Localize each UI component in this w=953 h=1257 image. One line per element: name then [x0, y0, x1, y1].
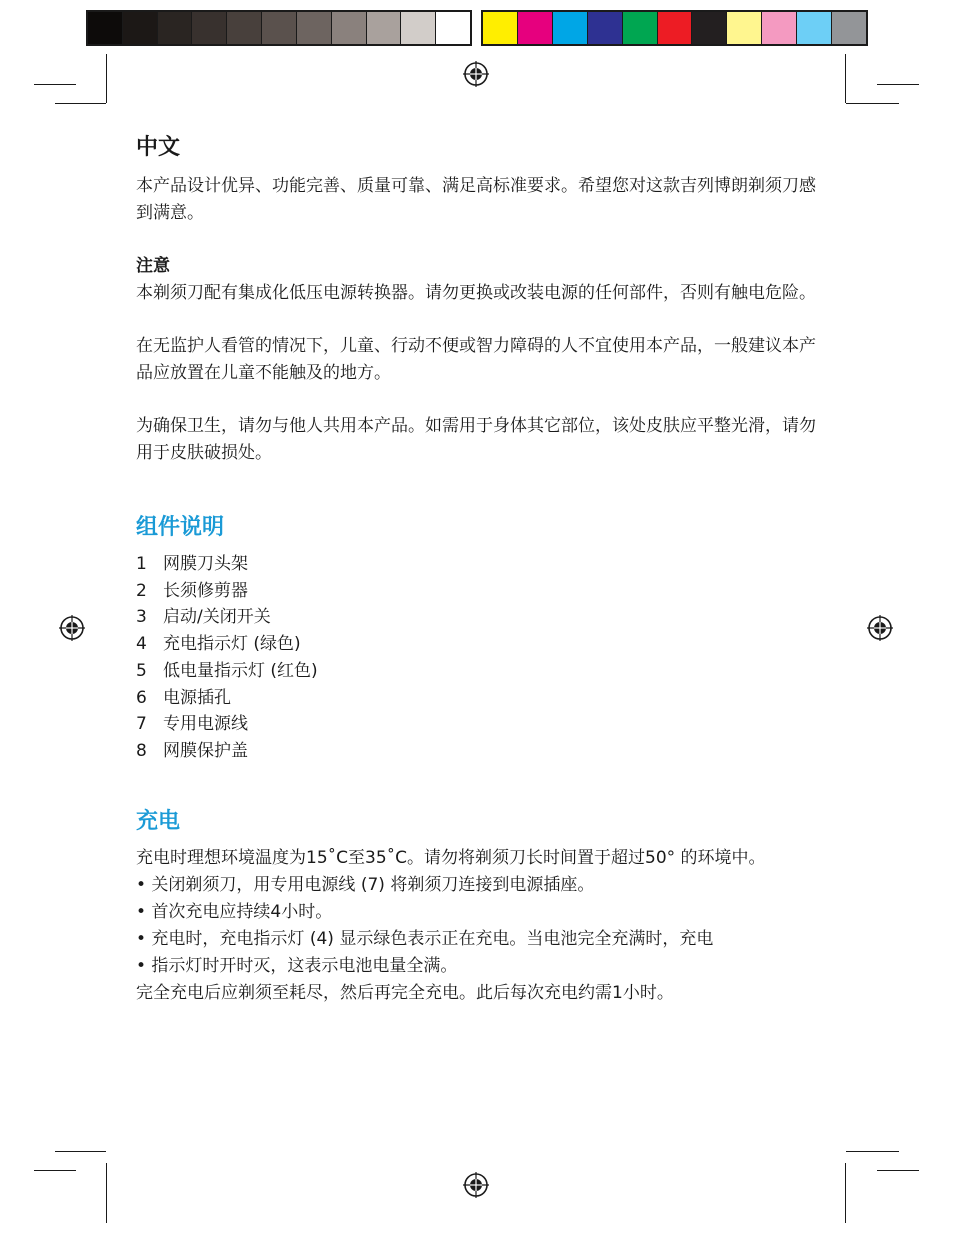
crop-mark: [877, 84, 919, 85]
color-swatch: [762, 12, 797, 44]
item-label: 网膜保护盖: [163, 740, 248, 761]
intro-paragraph: 本产品设计优异、功能完善、质量可靠、满足高标准要求。希望您对这款吉列博朗剃须刀感到满意。: [136, 176, 816, 223]
gray-swatch: [436, 12, 470, 44]
item-number: 7: [136, 714, 147, 735]
notice-paragraph: 本剃须刀配有集成化低压电源转换器。请勿更换或改装电源的任何部件，否则有触电危险。: [136, 283, 816, 303]
gray-swatch: [332, 12, 367, 44]
crop-mark: [846, 103, 899, 104]
item-label: 启动/关闭开关: [163, 607, 271, 628]
item-label: 充电指示灯 (绿色): [163, 634, 301, 655]
color-swatch: [658, 12, 693, 44]
gray-swatch: [297, 12, 332, 44]
item-label: 低电量指示灯 (红色): [163, 660, 318, 681]
charging-paragraph: 充电时理想环境温度为15˚C至35˚C。请勿将剃须刀长时间置于超过50° 的环境中。: [136, 847, 766, 868]
color-swatch: [623, 12, 658, 44]
crop-mark: [106, 54, 107, 103]
components-list: [136, 551, 816, 765]
crop-mark: [877, 1170, 919, 1171]
item-label: 专用电源线: [163, 714, 248, 735]
crop-mark: [106, 1163, 107, 1223]
gray-swatch: [88, 12, 123, 44]
color-bar: [481, 10, 868, 46]
list-item: [136, 604, 816, 631]
list-item: [136, 711, 816, 738]
charging-bullet: • 关闭剃须刀，用专用电源线 (7) 将剃须刀连接到电源插座。: [136, 874, 595, 895]
gray-swatch: [123, 12, 158, 44]
gray-swatch: [401, 12, 436, 44]
list-item: [136, 551, 816, 578]
crop-mark: [55, 103, 106, 104]
item-number: 4: [136, 634, 147, 655]
gray-swatch: [262, 12, 297, 44]
notice-paragraph: 为确保卫生，请勿与他人共用本产品。如需用于身体其它部位，该处皮肤应平整光滑，请勿用于皮肤破损处。: [136, 416, 816, 463]
crop-mark: [845, 54, 846, 103]
color-swatch: [588, 12, 623, 44]
item-number: 1: [136, 554, 147, 574]
notice-heading: 注意: [136, 256, 170, 276]
item-number: 8: [136, 740, 147, 761]
color-swatch: [483, 12, 518, 44]
crop-mark: [55, 1151, 106, 1152]
item-number: 5: [136, 660, 147, 681]
crop-mark: [34, 1170, 76, 1171]
list-item: [136, 685, 816, 712]
gray-swatch: [367, 12, 402, 44]
gray-scale-bar: [86, 10, 472, 46]
color-swatch: [727, 12, 762, 44]
item-number: 2: [136, 580, 147, 601]
charging-paragraph: 完全充电后应剃须至耗尽，然后再完全充电。此后每次充电约需1小时。: [136, 982, 674, 1003]
list-item: [136, 578, 816, 605]
color-swatch: [692, 12, 727, 44]
crop-mark: [34, 84, 76, 85]
color-swatch: [553, 12, 588, 44]
item-number: 3: [136, 607, 147, 628]
crop-mark: [845, 1163, 846, 1223]
gray-swatch: [158, 12, 193, 44]
notice-paragraph: 在无监护人看管的情况下，儿童、行动不便或智力障碍的人不宜使用本产品，一般建议本产品应放置在儿童不能触及的地方。: [136, 336, 816, 383]
color-swatch: [832, 12, 866, 44]
registration-mark-icon: [867, 615, 893, 641]
page-content: [136, 133, 816, 1007]
charging-bullet: • 指示灯时开时灭，这表示电池电量全满。: [136, 955, 458, 976]
item-label: 网膜刀头架: [163, 554, 248, 574]
charging-bullet: • 首次充电应持续4小时。: [136, 901, 333, 922]
item-label: 长须修剪器: [163, 580, 248, 601]
page-title: 中文: [136, 135, 181, 160]
section-heading-charging: 充电: [136, 808, 181, 834]
registration-mark-icon: [463, 1172, 489, 1198]
item-number: 6: [136, 687, 147, 708]
crop-mark: [846, 1151, 899, 1152]
registration-mark-icon: [59, 615, 85, 641]
section-heading-components: 组件说明: [136, 515, 225, 540]
color-swatch: [518, 12, 553, 44]
list-item: [136, 631, 816, 658]
item-label: 电源插孔: [163, 687, 231, 708]
gray-swatch: [227, 12, 262, 44]
color-swatch: [797, 12, 832, 44]
gray-swatch: [192, 12, 227, 44]
list-item: [136, 738, 816, 765]
charging-bullet: • 充电时，充电指示灯 (4) 显示绿色表示正在充电。当电池完全充满时，充电: [136, 928, 714, 949]
list-item: [136, 658, 816, 685]
registration-mark-icon: [463, 61, 489, 87]
